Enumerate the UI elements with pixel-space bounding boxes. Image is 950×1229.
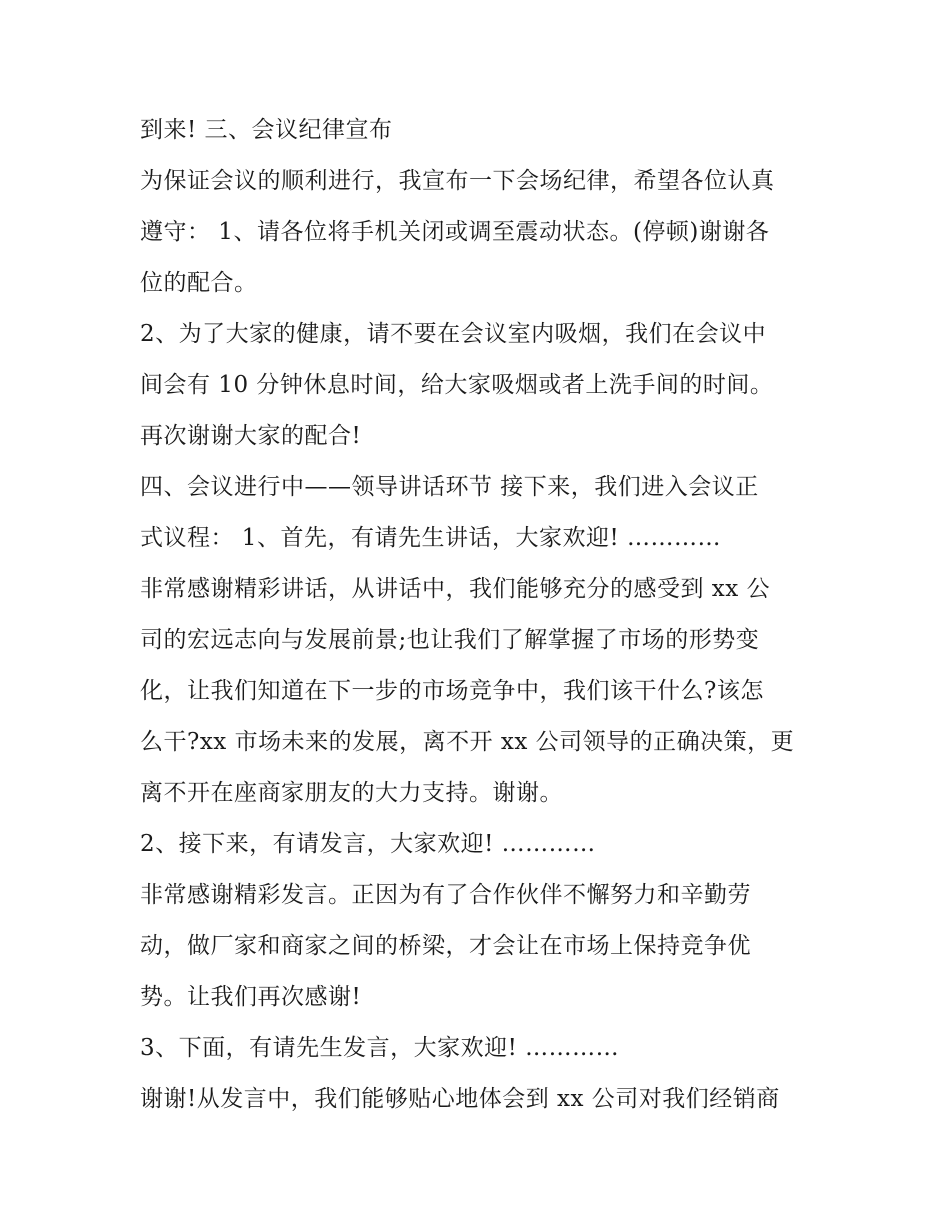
text-line: 离不开在座商家朋友的大力支持。谢谢。: [140, 780, 563, 806]
text-line: 到来! 三、会议纪律宣布: [140, 117, 393, 143]
text-line: 司的宏远志向与发展前景;也让我们了解掌握了市场的形势变: [140, 627, 760, 653]
text-line: 化，让我们知道在下一步的市场竞争中，我们该干什么?该怎: [140, 678, 764, 704]
text-line: 遵守： 1、请各位将手机关闭或调至震动状态。(停顿)谢谢各: [140, 219, 770, 245]
text-line: 2、接下来，有请发言，大家欢迎! …………: [140, 831, 596, 857]
text-line: 间会有 10 分钟休息时间，给大家吸烟或者上洗手间的时间。: [140, 372, 774, 398]
text-line: 式议程： 1、首先，有请先生讲话，大家欢迎! …………: [140, 525, 721, 551]
text-line: 么干?xx 市场未来的发展，离不开 xx 公司领导的正确决策，更: [140, 729, 795, 755]
text-line: 位的配合。: [140, 270, 258, 296]
text-line: 3、下面，有请先生发言，大家欢迎! …………: [140, 1035, 620, 1061]
text-line: 为保证会议的顺利进行，我宣布一下会场纪律，希望各位认真: [140, 168, 775, 194]
text-line: 动，做厂家和商家之间的桥梁，才会让在市场上保持竞争优: [140, 933, 751, 959]
text-line: 四、会议进行中——领导讲话环节 接下来，我们进入会议正: [140, 474, 759, 500]
text-line: 再次谢谢大家的配合!: [140, 423, 362, 449]
text-line: 2、为了大家的健康，请不要在会议室内吸烟，我们在会议中: [140, 321, 767, 347]
text-line: 势。让我们再次感谢!: [140, 984, 362, 1010]
text-line: 谢谢!从发言中，我们能够贴心地体会到 xx 公司对我们经销商: [140, 1086, 780, 1112]
text-line: 非常感谢精彩发言。正因为有了合作伙伴不懈努力和辛勤劳: [140, 882, 751, 908]
text-line: 非常感谢精彩讲话，从讲话中，我们能够充分的感受到 xx 公: [140, 576, 771, 602]
